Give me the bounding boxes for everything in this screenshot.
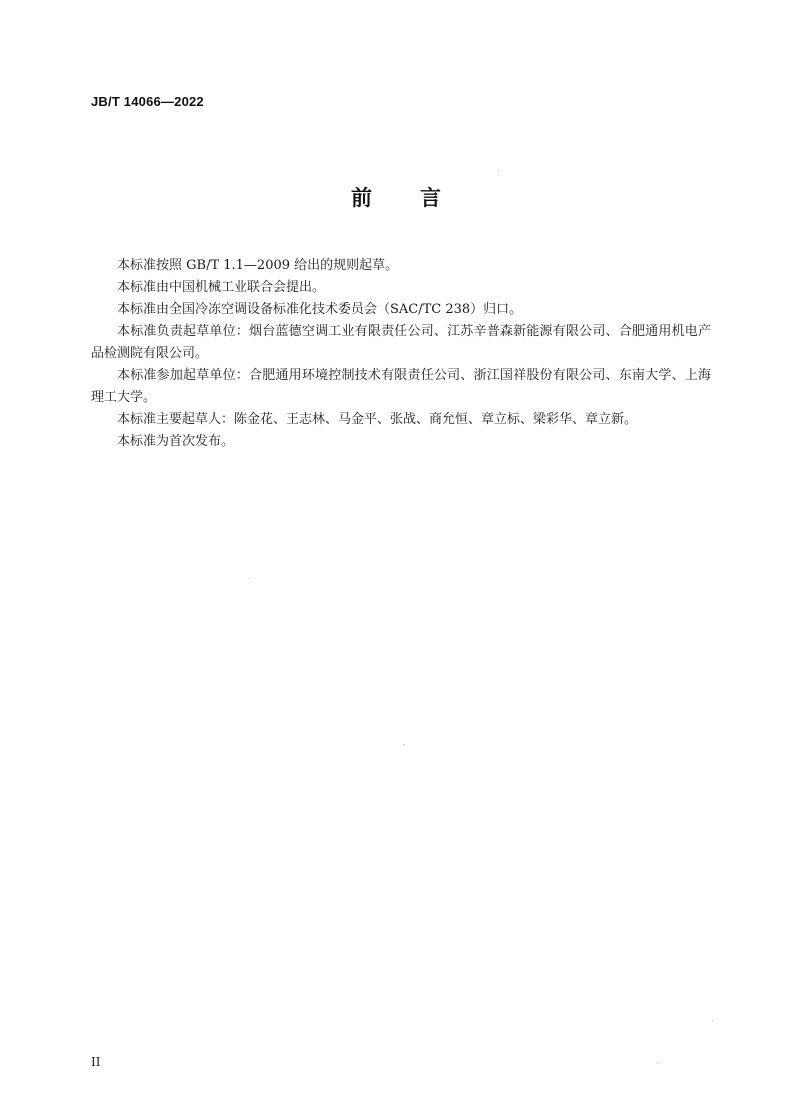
paragraph-lead-drafters: 本标准负责起草单位：烟台蓝德空调工业有限责任公司、江苏辛普森新能源有限公司、合肥通用机电产品检测院有限公司。 bbox=[91, 324, 711, 361]
scan-speck bbox=[498, 170, 499, 171]
standard-code: JB/T 14066—2022 bbox=[91, 94, 204, 109]
scan-speck bbox=[657, 1063, 658, 1064]
paragraph-first-release: 本标准为首次发布。 bbox=[117, 434, 235, 449]
title-char-2: 言 bbox=[420, 186, 441, 210]
paragraph-main-drafters: 本标准主要起草人：陈金花、王志林、马金平、张战、商允恒、章立标、梁彩华、章立新。 bbox=[117, 412, 638, 427]
title-char-1: 前 bbox=[351, 186, 372, 210]
paragraph-proposer: 本标准由中国机械工业联合会提出。 bbox=[117, 280, 326, 295]
page-title bbox=[0, 182, 792, 212]
scan-speck bbox=[404, 744, 405, 745]
paragraph-participating-drafters: 本标准参加起草单位：合肥通用环境控制技术有限责任公司、浙江国祥股份有限公司、东南大学、上海理工大学。 bbox=[91, 368, 711, 405]
foreword-body bbox=[91, 255, 711, 453]
scan-speck bbox=[712, 1020, 713, 1021]
paragraph-committee: 本标准由全国冷冻空调设备标准化技术委员会（SAC/TC 238）归口。 bbox=[117, 302, 523, 317]
scan-speck bbox=[249, 578, 250, 579]
paragraph-drafting-rules: 本标准按照 GB/T 1.1—2009 给出的规则起草。 bbox=[117, 258, 399, 273]
page-number: II bbox=[91, 1055, 101, 1069]
